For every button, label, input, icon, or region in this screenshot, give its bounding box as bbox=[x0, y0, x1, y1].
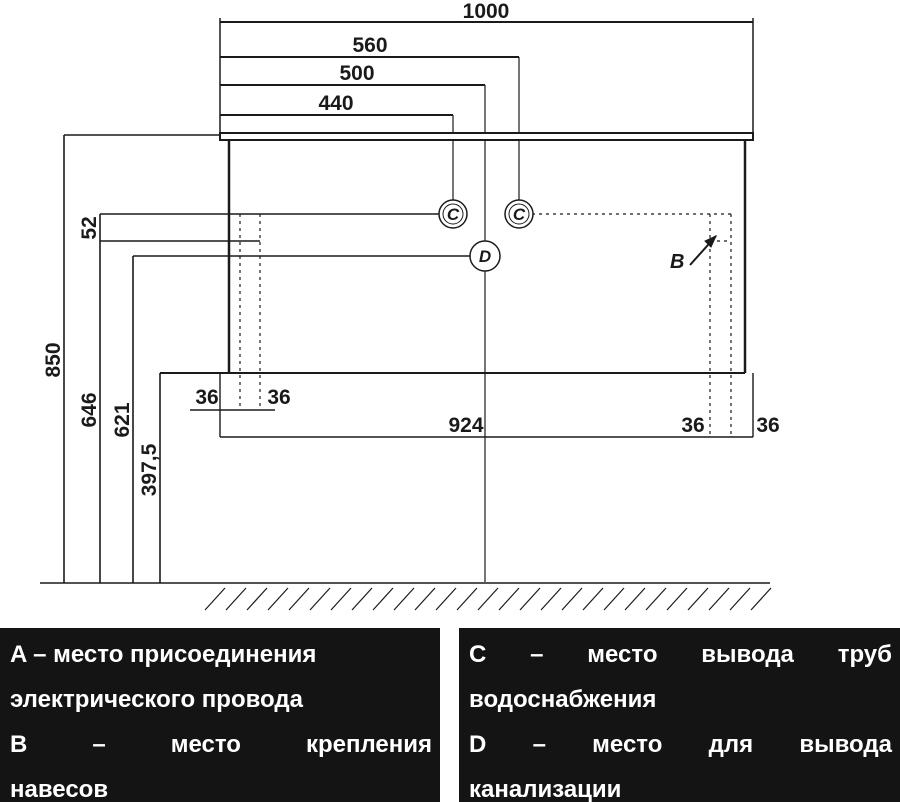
legend-d-word: – bbox=[532, 731, 546, 758]
legend-right bbox=[459, 628, 900, 802]
legend-b-line1 bbox=[10, 722, 432, 767]
hatch-stroke bbox=[520, 588, 540, 610]
legend-d-word: для bbox=[708, 731, 754, 758]
legend-c-key: C bbox=[469, 641, 487, 668]
hatch-stroke bbox=[289, 588, 309, 610]
hatch-stroke bbox=[604, 588, 624, 610]
hatch-stroke bbox=[247, 588, 267, 610]
legend-c-word: вывода bbox=[701, 641, 794, 668]
marker-c-left-label: C bbox=[446, 205, 460, 224]
legend-a-key: A bbox=[10, 641, 27, 668]
hatch-stroke bbox=[730, 588, 750, 610]
hatch-stroke bbox=[436, 588, 456, 610]
legend-d-key: D bbox=[469, 731, 487, 758]
hatch-stroke bbox=[625, 588, 645, 610]
legend-a-line1 bbox=[10, 632, 432, 677]
legend-d-line1 bbox=[469, 722, 892, 767]
hatch-stroke bbox=[583, 588, 603, 610]
hatch-stroke bbox=[205, 588, 225, 610]
hatch-stroke bbox=[352, 588, 372, 610]
dim-label-621: 621 bbox=[111, 402, 134, 438]
dim-label-52: 52 bbox=[78, 216, 101, 240]
hatch-stroke bbox=[646, 588, 666, 610]
hatch-stroke bbox=[268, 588, 288, 610]
dim-label-36-left-b: 36 bbox=[267, 386, 291, 409]
hatch-stroke bbox=[226, 588, 246, 610]
legend-b-text2: навесов bbox=[10, 776, 109, 802]
legend-b-word: крепления bbox=[305, 731, 432, 758]
marker-d bbox=[470, 241, 500, 271]
marker-c-left bbox=[439, 200, 467, 228]
marker-c-right-label: C bbox=[512, 205, 526, 224]
dim-label-397-5: 397,5 bbox=[138, 443, 161, 497]
legend-c-text2: водоснабжения bbox=[469, 686, 657, 713]
legend-d-word: место bbox=[592, 731, 663, 758]
legend-left bbox=[0, 628, 440, 802]
hatch-stroke bbox=[310, 588, 330, 610]
legend-c-word: – bbox=[530, 641, 544, 668]
legend-b-key: B bbox=[10, 731, 28, 758]
hatch-stroke bbox=[562, 588, 582, 610]
legend-b-word: – bbox=[92, 731, 106, 758]
hatch-stroke bbox=[709, 588, 729, 610]
hatch-stroke bbox=[751, 588, 771, 610]
dim-label-850: 850 bbox=[42, 342, 65, 378]
legend-c-word: место bbox=[587, 641, 658, 668]
legend-c-line1 bbox=[469, 632, 892, 677]
legend-a-text2: электрического провода bbox=[10, 686, 303, 713]
hatch-stroke bbox=[541, 588, 561, 610]
hatch-stroke bbox=[667, 588, 687, 610]
hatch-stroke bbox=[373, 588, 393, 610]
dim-label-646: 646 bbox=[78, 392, 101, 428]
hatch-stroke bbox=[688, 588, 708, 610]
hatch-stroke bbox=[331, 588, 351, 610]
marker-d-label: D bbox=[478, 247, 492, 266]
hatch-stroke bbox=[394, 588, 414, 610]
dim-label-1000: 1000 bbox=[462, 0, 510, 23]
dim-label-560: 560 bbox=[352, 34, 388, 57]
legend-b-word: место bbox=[170, 731, 241, 758]
dim-label-924: 924 bbox=[448, 414, 484, 437]
legend-c-word: труб bbox=[837, 641, 892, 668]
legend-a-text1: – место присоединения bbox=[33, 641, 317, 668]
dim-label-36-right-b: 36 bbox=[756, 414, 780, 437]
dim-label-36-right-a: 36 bbox=[681, 414, 705, 437]
dim-label-500: 500 bbox=[339, 62, 375, 85]
hatch-stroke bbox=[457, 588, 477, 610]
dim-label-440: 440 bbox=[318, 92, 354, 115]
hatch-stroke bbox=[478, 588, 498, 610]
hatch-stroke bbox=[499, 588, 519, 610]
marker-c-right bbox=[505, 200, 533, 228]
hatch-stroke bbox=[415, 588, 435, 610]
dim-label-36-left-a: 36 bbox=[195, 386, 219, 409]
marker-b-label: B bbox=[670, 251, 685, 273]
legend-d-word: вывода bbox=[799, 731, 892, 758]
countertop bbox=[220, 133, 753, 140]
legend-d-text2: канализации bbox=[469, 776, 622, 802]
floor-hatching bbox=[205, 588, 771, 610]
